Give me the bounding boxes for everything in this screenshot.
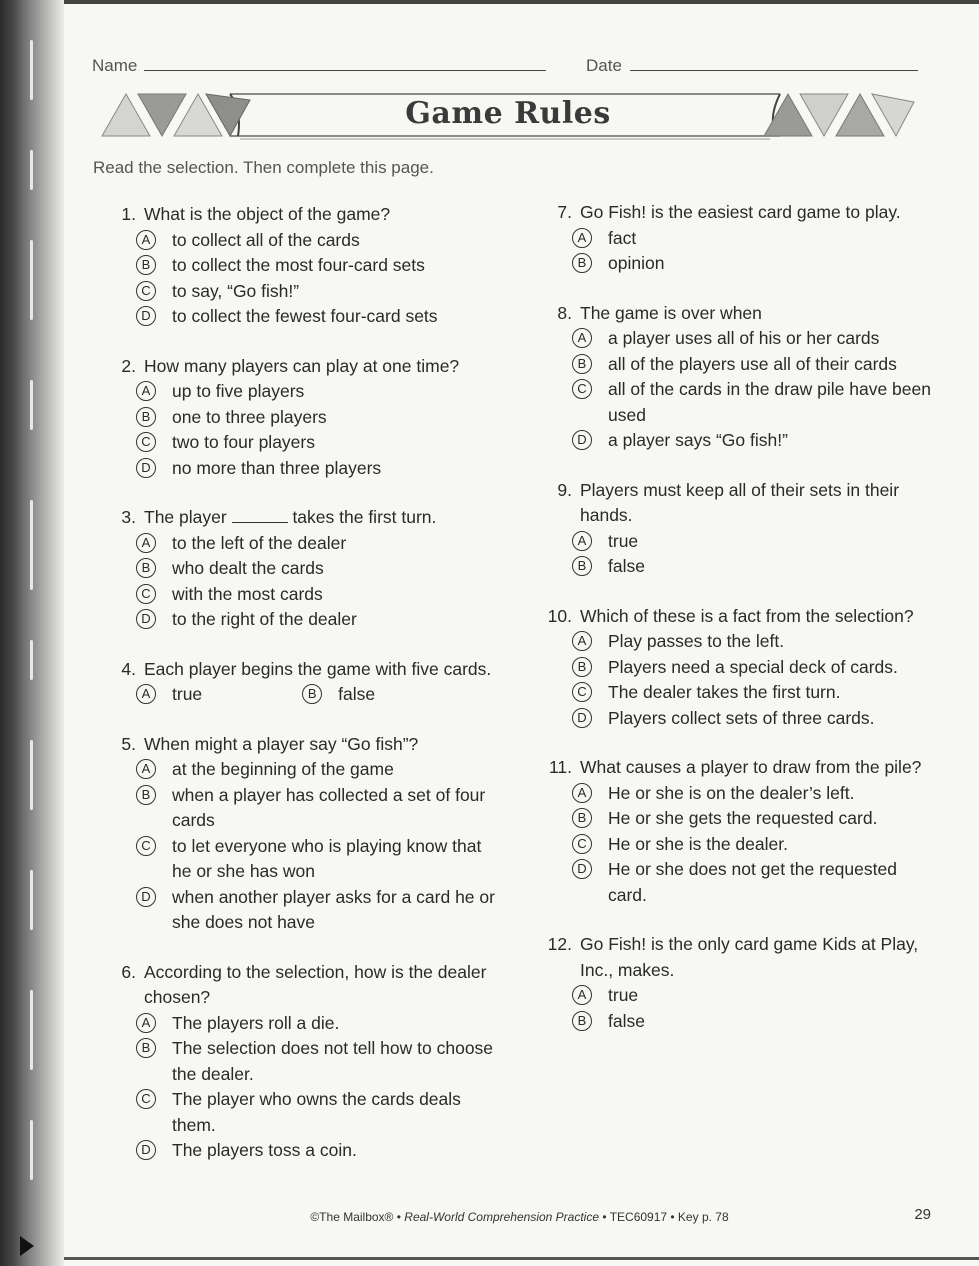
- question-text: Which of these is a fact from the selection?: [580, 605, 914, 626]
- question-text: When might a player say “Go fish”?: [144, 733, 419, 754]
- question-number: 5.: [121, 733, 136, 754]
- question-number: 8.: [557, 302, 572, 323]
- answer-bubble[interactable]: A: [136, 759, 156, 779]
- question-3: [104, 505, 504, 633]
- answer-bubble[interactable]: A: [136, 230, 156, 250]
- option-text: to collect all of the cards: [172, 229, 360, 250]
- answer-bubble[interactable]: A: [136, 1013, 156, 1033]
- answer-bubble[interactable]: B: [572, 354, 592, 374]
- option-text: to the left of the dealer: [172, 532, 347, 553]
- bottom-border: [64, 1257, 979, 1260]
- answer-bubble[interactable]: C: [572, 834, 592, 854]
- instructions: Read the selection. Then complete this page.: [93, 158, 434, 177]
- option-text: The players roll a die.: [172, 1012, 340, 1033]
- question-9: [540, 478, 940, 580]
- question-7: [540, 200, 940, 277]
- option-text: up to five players: [172, 381, 305, 401]
- question-8: [540, 301, 940, 454]
- question-text: Go Fish! is the only card game Kids at Play, Inc., makes.: [580, 934, 919, 980]
- question-4: [104, 657, 504, 708]
- option-text: He or she does not get the requested card.: [608, 859, 897, 905]
- answer-bubble[interactable]: A: [572, 228, 592, 248]
- question-number: 6.: [121, 961, 136, 982]
- answer-bubble[interactable]: B: [136, 255, 156, 275]
- product-code: • TEC60917 • Key p. 78: [602, 1210, 729, 1224]
- option-text: all of the players use all of their cards: [608, 353, 897, 374]
- answer-bubble[interactable]: B: [302, 684, 322, 704]
- question-12: [540, 932, 940, 1034]
- option-text: who dealt the cards: [172, 558, 324, 578]
- name-date-row: [92, 54, 919, 82]
- question-5: [104, 732, 504, 936]
- answer-bubble[interactable]: C: [136, 281, 156, 301]
- answer-bubble[interactable]: C: [136, 1089, 156, 1109]
- option-text: to say, “Go fish!”: [172, 280, 300, 301]
- option-text: true: [608, 530, 639, 551]
- answer-bubble[interactable]: B: [136, 785, 156, 805]
- option-text: The players toss a coin.: [172, 1140, 357, 1160]
- question-number: 2.: [121, 355, 136, 376]
- fill-in-blank[interactable]: [232, 506, 288, 523]
- footer: [0, 1210, 979, 1224]
- answer-bubble[interactable]: D: [572, 859, 592, 879]
- date-field[interactable]: [630, 70, 918, 71]
- question-number: 4.: [121, 658, 136, 679]
- answer-bubble[interactable]: D: [572, 708, 592, 728]
- question-number: 10.: [547, 605, 572, 626]
- option-text: He or she gets the requested card.: [608, 808, 878, 828]
- option-text: a player says “Go fish!”: [608, 430, 788, 450]
- option-text: true: [608, 985, 639, 1005]
- question-text: According to the selection, how is the dealer chosen?: [144, 961, 487, 1007]
- option-text: false: [608, 556, 645, 576]
- question-text: The game is over when: [580, 302, 762, 323]
- binder-edge: [0, 0, 64, 1266]
- question-number: 11.: [548, 757, 572, 777]
- copyright: ©The Mailbox® •: [310, 1210, 401, 1224]
- answer-bubble[interactable]: B: [572, 253, 592, 273]
- answer-bubble[interactable]: B: [572, 808, 592, 828]
- answer-bubble[interactable]: C: [136, 836, 156, 856]
- question-1: [104, 202, 504, 330]
- question-text: What is the object of the game?: [144, 204, 391, 224]
- left-column: [104, 202, 504, 1188]
- answer-bubble[interactable]: B: [136, 407, 156, 427]
- answer-bubble[interactable]: C: [136, 432, 156, 452]
- option-text: false: [608, 1010, 645, 1031]
- answer-bubble[interactable]: D: [136, 609, 156, 629]
- answer-bubble[interactable]: C: [572, 682, 592, 702]
- question-text: Go Fish! is the easiest card game to play.: [580, 202, 901, 222]
- name-field[interactable]: [144, 70, 546, 71]
- top-border: [64, 0, 979, 4]
- question-number: 7.: [557, 202, 572, 222]
- question-number: 1.: [121, 204, 136, 224]
- question-text: Players must keep all of their sets in their hands.: [580, 479, 900, 525]
- option-text: true: [172, 684, 203, 704]
- option-text: Players need a special deck of cards.: [608, 656, 898, 677]
- right-column: [540, 200, 940, 1058]
- question-text: [144, 505, 504, 531]
- answer-bubble[interactable]: B: [572, 1011, 592, 1031]
- answer-bubble[interactable]: A: [572, 328, 592, 348]
- option-text: when another player asks for a card he or she does not have: [172, 886, 495, 932]
- answer-bubble[interactable]: A: [572, 783, 592, 803]
- answer-bubble[interactable]: B: [572, 556, 592, 576]
- question-10: [540, 604, 940, 732]
- book-title: Real-World Comprehension Practice: [404, 1210, 600, 1224]
- answer-bubble[interactable]: B: [136, 558, 156, 578]
- answer-bubble[interactable]: A: [572, 985, 592, 1005]
- title-banner: [100, 90, 916, 148]
- question-text-after: takes the first turn.: [292, 507, 437, 527]
- question-text-before: The player: [144, 507, 227, 527]
- option-text: opinion: [608, 253, 665, 273]
- option-text: one to three players: [172, 406, 327, 427]
- option-text: all of the cards in the draw pile have been used: [608, 379, 931, 425]
- answer-bubble[interactable]: D: [136, 306, 156, 326]
- option-text: Players collect sets of three cards.: [608, 707, 875, 728]
- option-text: to let everyone who is playing know that he or she has won: [172, 835, 482, 881]
- page-number: 29: [914, 1206, 931, 1223]
- answer-bubble[interactable]: C: [136, 584, 156, 604]
- option-text: The player who owns the cards deals them.: [172, 1089, 461, 1135]
- option-text: The selection does not tell how to choose the dealer.: [172, 1038, 494, 1084]
- question-text: How many players can play at one time?: [144, 355, 460, 376]
- answer-bubble[interactable]: B: [136, 1038, 156, 1058]
- answer-bubble[interactable]: D: [136, 887, 156, 907]
- answer-bubble[interactable]: A: [136, 381, 156, 401]
- question-text: What causes a player to draw from the pile?: [580, 757, 922, 777]
- question-number: 3.: [121, 507, 136, 527]
- answer-bubble[interactable]: D: [136, 1140, 156, 1160]
- option-text: with the most cards: [172, 583, 323, 604]
- answer-bubble[interactable]: D: [136, 458, 156, 478]
- question-number: 9.: [557, 479, 572, 500]
- option-text: a player uses all of his or her cards: [608, 328, 880, 348]
- answer-bubble[interactable]: D: [572, 430, 592, 450]
- option-text: when a player has collected a set of four cards: [172, 784, 486, 830]
- answer-bubble[interactable]: A: [136, 684, 156, 704]
- arrow-icon: [20, 1236, 34, 1256]
- option-text: to collect the most four-card sets: [172, 255, 425, 275]
- page-title: Game Rules: [405, 96, 611, 131]
- option-text: at the beginning of the game: [172, 759, 394, 779]
- option-text: Play passes to the left.: [608, 631, 785, 651]
- question-number: 12.: [547, 934, 572, 954]
- option-text: false: [338, 684, 376, 704]
- answer-bubble[interactable]: C: [572, 379, 592, 399]
- question-text: Each player begins the game with five cards.: [144, 658, 492, 679]
- question-2: [104, 354, 504, 482]
- question-11: [540, 755, 940, 908]
- answer-bubble[interactable]: B: [572, 657, 592, 677]
- option-text: He or she is the dealer.: [608, 833, 788, 854]
- option-text: no more than three players: [172, 457, 382, 478]
- date-label: Date: [586, 56, 622, 75]
- option-text: The dealer takes the first turn.: [608, 682, 841, 702]
- answer-bubble[interactable]: A: [572, 631, 592, 651]
- name-label: Name: [92, 56, 138, 75]
- option-text: to the right of the dealer: [172, 609, 357, 629]
- question-6: [104, 960, 504, 1164]
- option-text: to collect the fewest four-card sets: [172, 306, 438, 326]
- option-text: He or she is on the dealer’s left.: [608, 782, 855, 803]
- option-text: fact: [608, 227, 637, 248]
- answer-bubble[interactable]: A: [572, 531, 592, 551]
- option-text: two to four players: [172, 432, 315, 452]
- answer-bubble[interactable]: A: [136, 533, 156, 553]
